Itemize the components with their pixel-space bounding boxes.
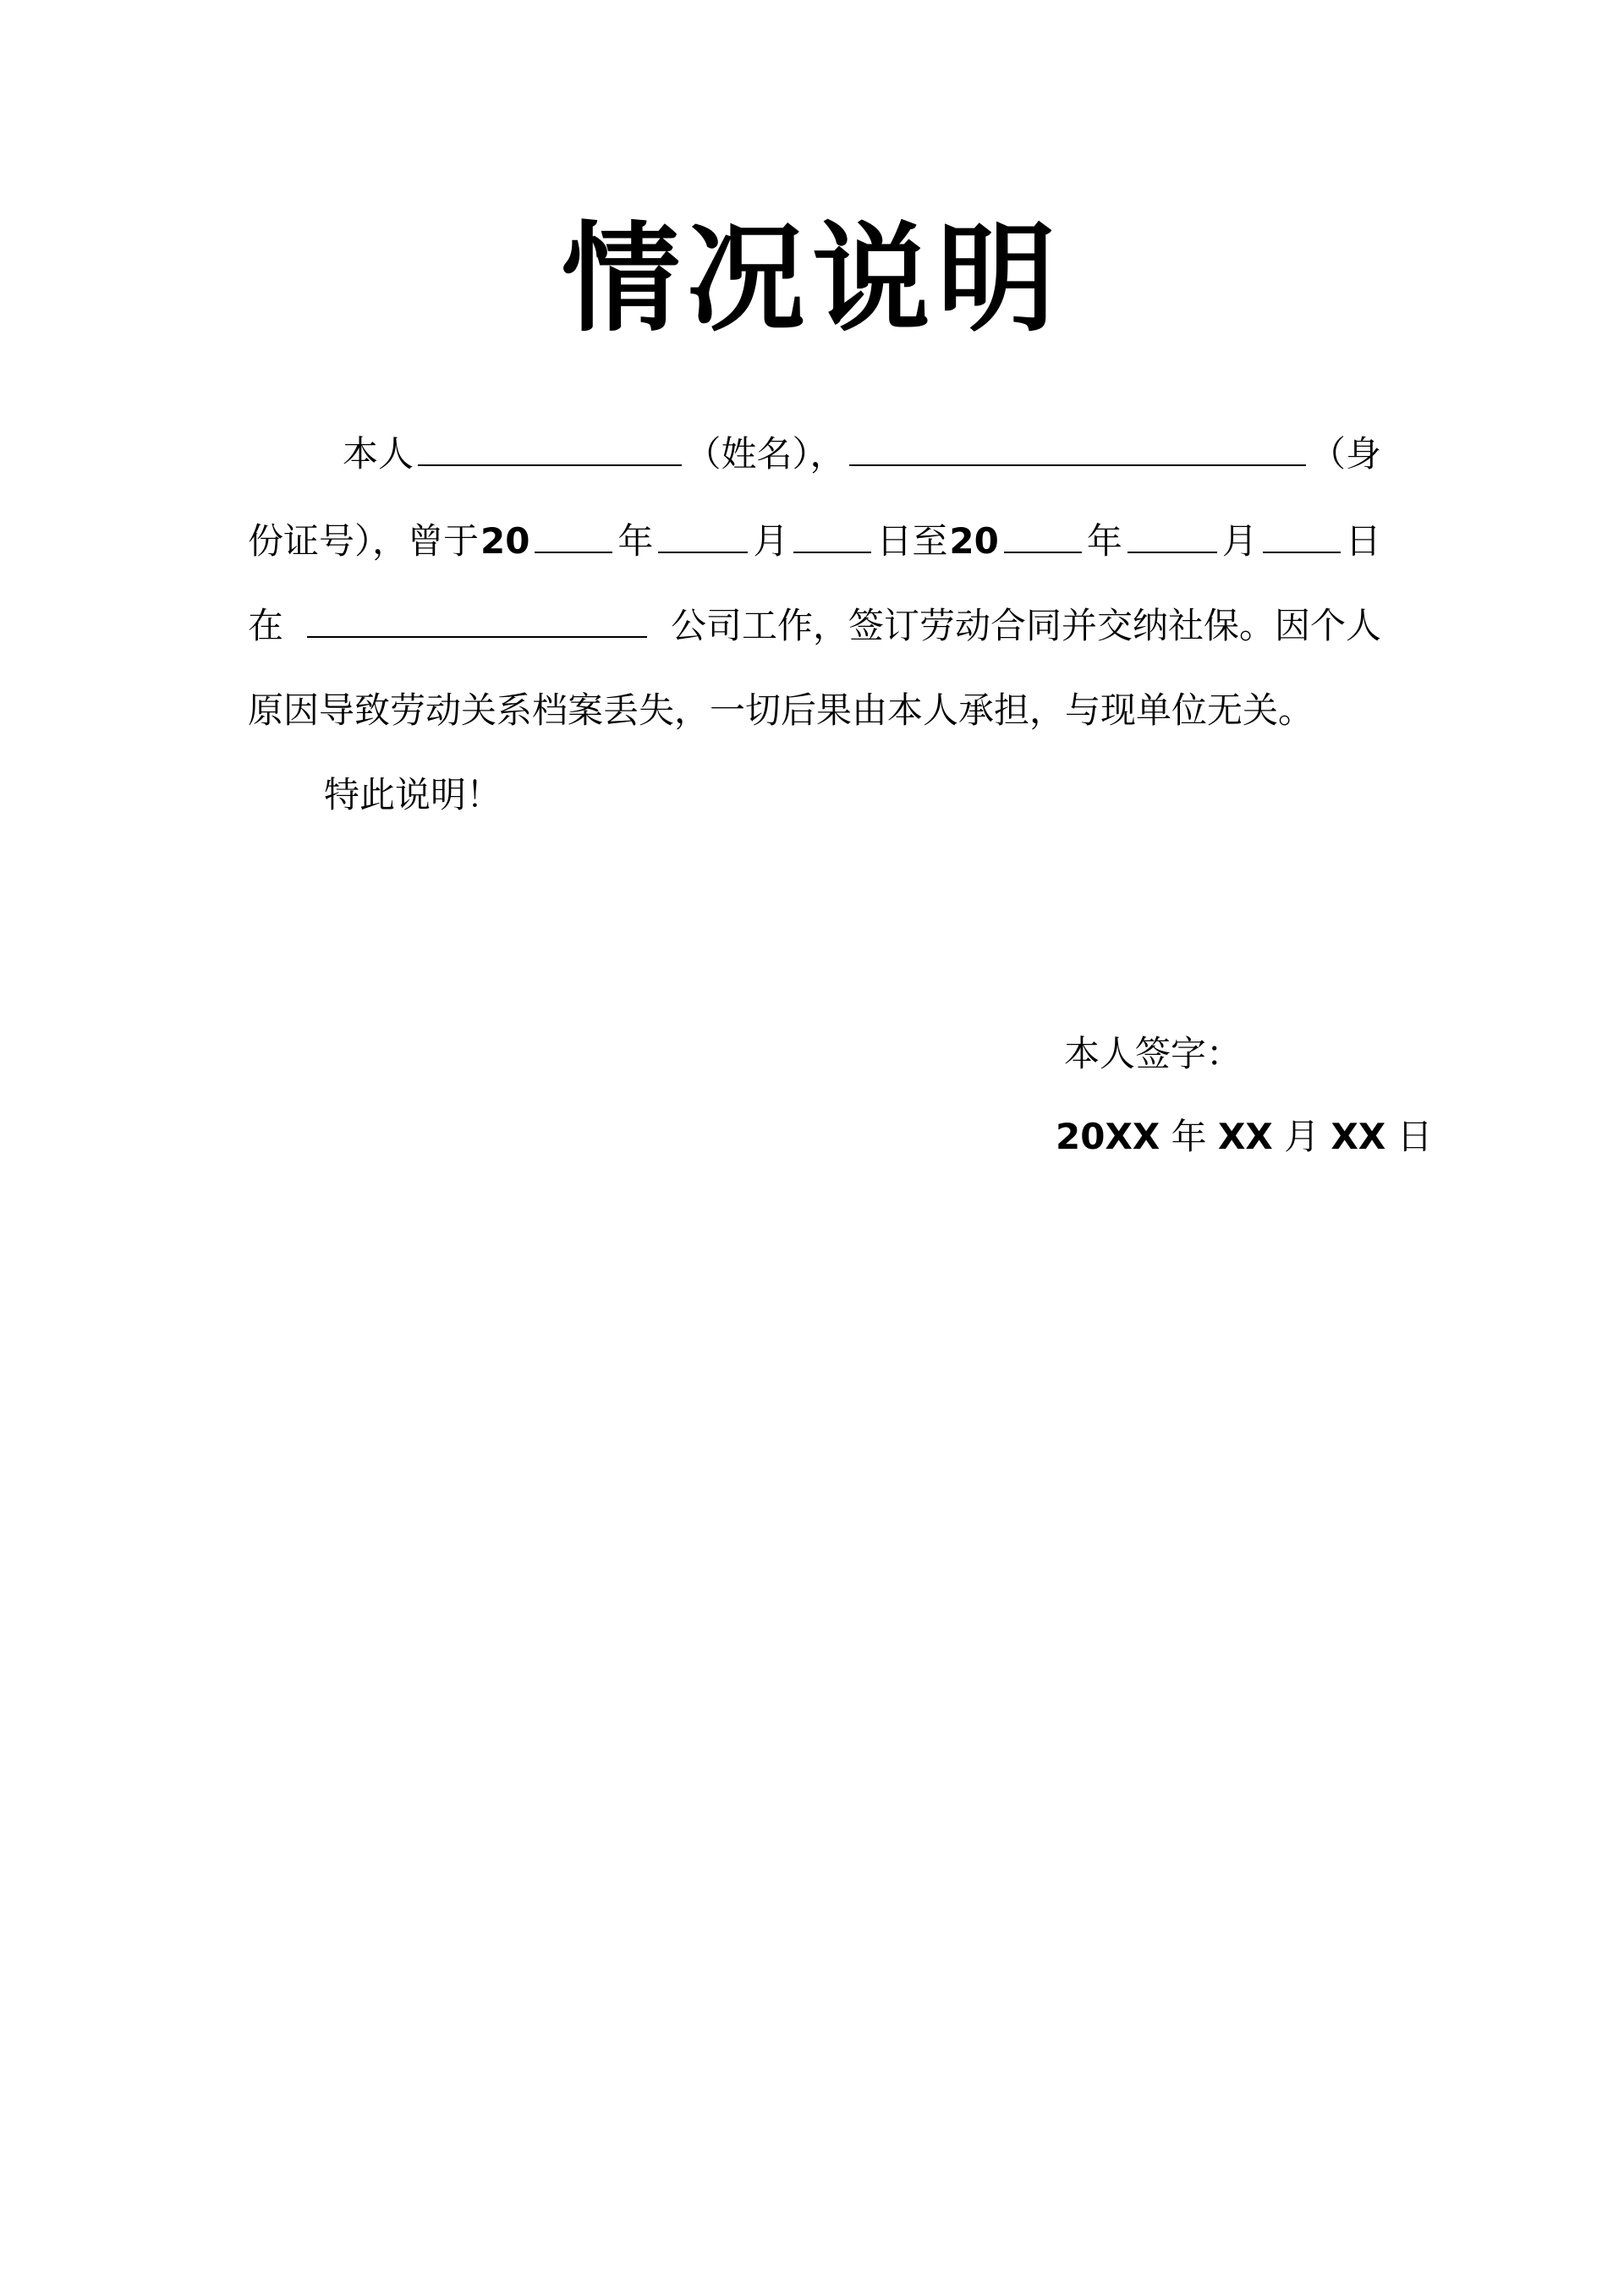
start-month-label: 月 — [753, 520, 789, 562]
company-prefix: 在 — [248, 605, 284, 646]
signature-date — [1056, 1112, 1433, 1162]
start-month-blank[interactable] — [658, 514, 748, 553]
start-year-label: 年 — [617, 520, 654, 562]
company-name-blank[interactable] — [307, 599, 647, 638]
end-day-blank[interactable] — [1263, 514, 1341, 553]
start-year-blank[interactable] — [535, 514, 612, 553]
end-month-blank[interactable] — [1127, 514, 1217, 553]
end-year-prefix: 20 — [949, 520, 999, 562]
end-year-label: 年 — [1086, 520, 1122, 562]
end-month-label: 月 — [1221, 520, 1258, 562]
paragraph-line-1 — [343, 427, 1381, 480]
date-month: XX — [1217, 1116, 1273, 1157]
id-number-blank[interactable] — [849, 427, 1306, 466]
start-day-label: 日至 — [876, 520, 948, 562]
start-year-prefix: 20 — [480, 520, 530, 562]
date-month-label: 月 — [1284, 1116, 1320, 1157]
end-day-label: 日 — [1345, 520, 1381, 562]
date-day: XX — [1330, 1116, 1386, 1157]
name-hint: （姓名）， — [685, 433, 846, 475]
paragraph-line-3 — [248, 599, 1381, 651]
date-year-label: 年 — [1171, 1116, 1207, 1157]
self-label: 本人 — [343, 433, 414, 475]
name-blank[interactable] — [418, 427, 682, 466]
id-hint: （身 — [1309, 433, 1381, 475]
id-hint-continued: 份证号），曾于 — [248, 520, 480, 562]
document-title: 情况说明 — [561, 210, 1062, 349]
signature-label: 本人签字： — [1064, 1033, 1243, 1074]
paragraph-line-4: 原因导致劳动关系档案丢失，一切后果由本人承担，与现单位无关。 — [248, 689, 1314, 731]
end-year-blank[interactable] — [1004, 514, 1082, 553]
closing-statement: 特此说明！ — [324, 774, 502, 815]
start-day-blank[interactable] — [793, 514, 871, 553]
company-sentence: 公司工作，签订劳动合同并交纳社保。因个人 — [670, 605, 1381, 646]
date-year: 20XX — [1056, 1116, 1160, 1157]
paragraph-line-2 — [248, 514, 1381, 567]
date-day-label: 日 — [1396, 1116, 1433, 1157]
